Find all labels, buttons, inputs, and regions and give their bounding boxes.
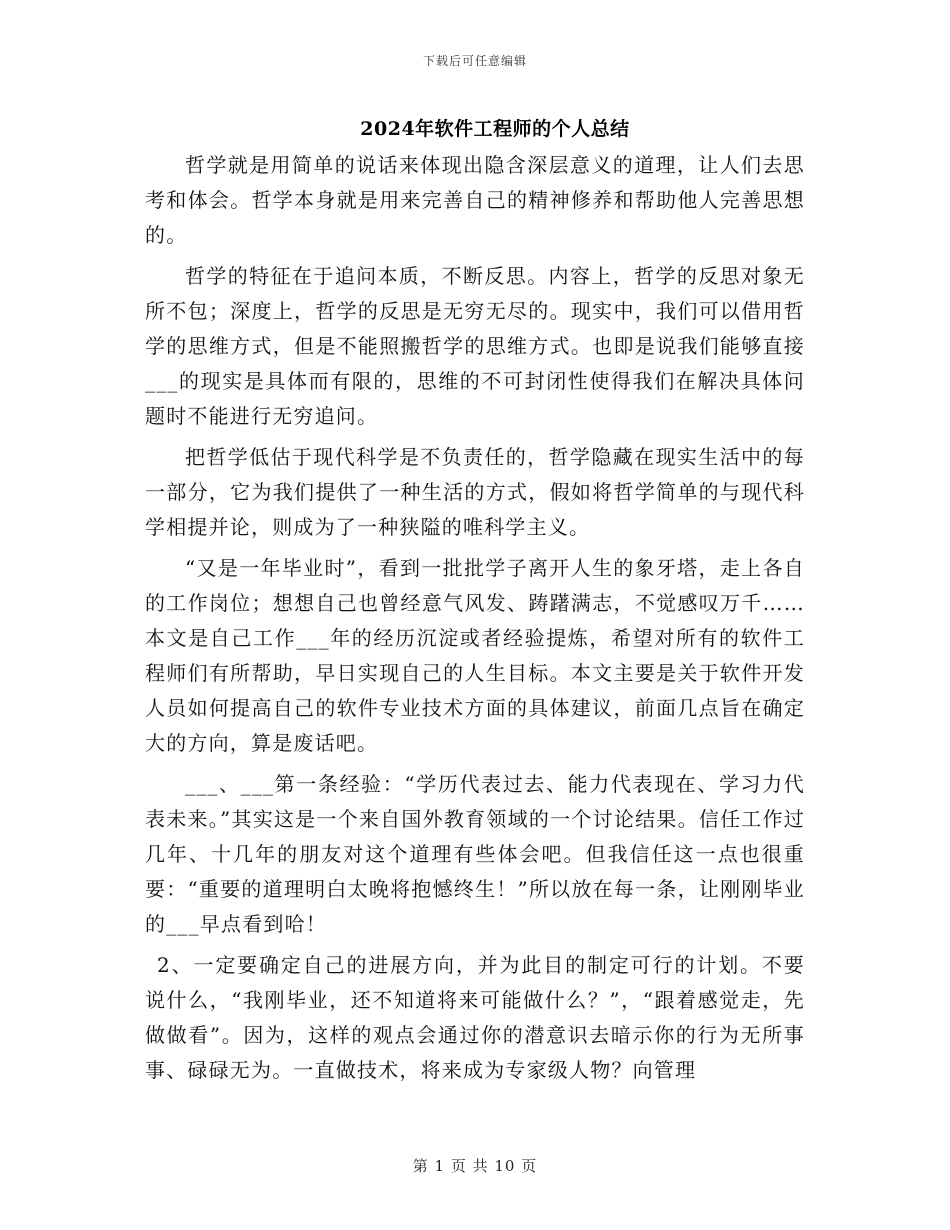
page-header-note: 下载后可任意编辑 — [422, 54, 527, 68]
document-body — [145, 148, 805, 1094]
document-title: 2024年软件工程师的个人总结 — [360, 118, 630, 140]
paragraph-6: 2、一定要确定自己的进展方向，并为此目的制定可行的计划。不要说什么，“我刚毕业，还不知道将来可能做什么？”，“跟着感觉走，先做做看”。因为，这样的观点会通过你的潜意识去暗示你的行为无所事事、碌碌无为。一直做技术，将来成为专家级人物？向管理 — [145, 953, 805, 1082]
paragraph-2: 哲学的特征在于追问本质，不断反思。内容上，哲学的反思对象无所不包；深度上，哲学的反思是无穷无尽的。现实中，我们可以借用哲学的思维方式，但是不能照搬哲学的思维方式。也即是说我们能够直接___的现实是具体而有限的，思维的不可封闭性使得我们在解决具体问题时不能进行无穷追问。 — [145, 264, 805, 428]
page-number-footer: 第 1 页 共 10 页 — [412, 1157, 538, 1175]
paragraph-1: 哲学就是用简单的说话来体现出隐含深层意义的道理，让人们去思考和体会。哲学本身就是用来完善自己的精神修养和帮助他人完善思想的。 — [145, 153, 805, 247]
paragraph-3: 把哲学低估于现代科学是不负责任的，哲学隐藏在现实生活中的每一部分，它为我们提供了一种生活的方式，假如将哲学简单的与现代科学相提并论，则成为了一种狭隘的唯科学主义。 — [145, 445, 805, 539]
paragraph-5: ___、___第一条经验：“学历代表过去、能力代表现在、学习力代表未来。”其实这是一个来自国外教育领域的一个讨论结果。信任工作过几年、十几年的朋友对这个道理有些体会吧。但我信任这一点也很重要：“重要的道理明白太晚将抱憾终生！”所以放在每一条，让刚刚毕业的___早点看到哈！ — [145, 772, 805, 936]
paragraph-4: “又是一年毕业时”，看到一批批学子离开人生的象牙塔，走上各自的工作岗位；想想自己也曾经意气风发、踌躇满志，不觉感叹万千……本文是自己工作___年的经历沉淀或者经验提炼，希望对所有的软件工程师们有所帮助，早日实现自己的人生目标。本文主要是关于软件开发人员如何提高自己的软件专业技术方面的具体建议，前面几点旨在确定大的方向，算是废话吧。 — [145, 556, 805, 755]
